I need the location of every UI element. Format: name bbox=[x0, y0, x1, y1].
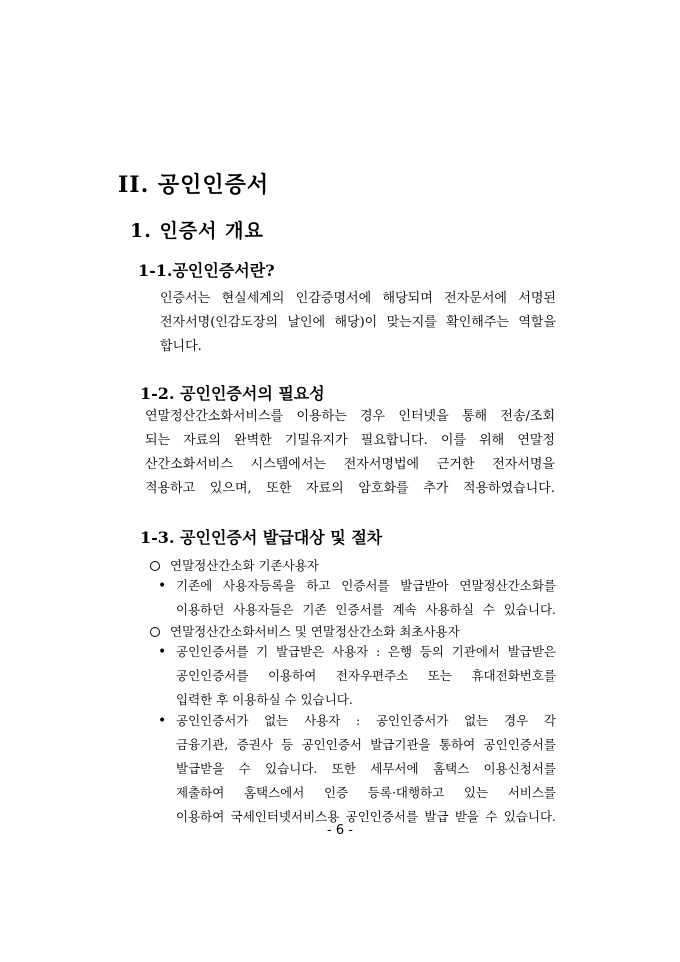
bullet-item bbox=[158, 640, 556, 712]
subsection-heading-1-3: 1-3. 공인인증서 발급대상 및 절차 bbox=[140, 528, 383, 547]
body-line: 합니다. bbox=[160, 339, 202, 354]
bullet-line: 금융기관, 증권사 등 공인인증서 발급기관을 통하여 공인인증서를 bbox=[176, 737, 556, 752]
bullet-line: 공인인증서가 없는 사용자 : 공인인증서가 없는 경우 각 bbox=[176, 713, 556, 728]
bullet-line: 이용하던 사용자들은 기존 인증서를 계속 사용하실 수 있습니다. bbox=[176, 602, 556, 617]
circle-bullet-icon bbox=[150, 561, 160, 571]
subsection-heading-1-1: 1-1.공인인증서란? bbox=[138, 261, 275, 280]
bullet-line: 공인인증서를 이용하여 전자우편주소 또는 휴대전화번호를 bbox=[176, 668, 556, 683]
bullet-icon: • bbox=[158, 644, 167, 660]
section-title: 1. 인증서 개요 bbox=[130, 220, 264, 242]
bullet-icon: • bbox=[158, 578, 167, 594]
subsection-heading-1-2: 1-2. 공인인증서의 필요성 bbox=[140, 384, 325, 403]
bullet-line: 발급받을 수 있습니다. 또한 세무서에 홈택스 이용신청서를 bbox=[176, 761, 556, 776]
bullet-line: 이용하여 국세인터넷서비스용 공인인증서를 발급 받을 수 있습니다. bbox=[176, 809, 556, 824]
subsection-body-1-1 bbox=[160, 287, 556, 359]
bullet-line: 기존에 사용자등록을 하고 인증서를 발급받아 연말정산간소화를 bbox=[176, 578, 556, 593]
body-line: 되는 자료의 완벽한 기밀유지가 필요합니다. 이를 위해 연말정 bbox=[145, 433, 555, 448]
chapter-title: II. 공인인증서 bbox=[118, 172, 270, 198]
bullet-line: 제출하여 홈택스에서 인증 등록·대행하고 있는 서비스를 bbox=[176, 785, 556, 800]
group-title-text: 연말정산간소화 기존사용자 bbox=[170, 558, 319, 573]
body-line: 연말정산간소화서비스를 이용하는 경우 인터넷을 통해 전송/조회 bbox=[145, 409, 555, 424]
bullet-line: 입력한 후 이용하실 수 있습니다. bbox=[176, 692, 353, 707]
body-line: 적용하고 있으며, 또한 자료의 암호화를 추가 적용하였습니다. bbox=[145, 481, 555, 496]
subsection-body-1-2 bbox=[145, 405, 555, 501]
body-line: 전자서명(인감도장의 날인에 해당)이 맞는지를 확인해주는 역할을 bbox=[160, 315, 556, 330]
group-title-existing-users bbox=[150, 556, 319, 574]
body-line: 산간소화서비스 시스템에서는 전자서명법에 근거한 전자서명을 bbox=[145, 457, 555, 472]
bullet-icon: • bbox=[158, 713, 167, 729]
bullet-line: 공인인증서를 기 발급받은 사용자 : 은행 등의 기관에서 발급받은 bbox=[176, 644, 556, 659]
bullet-item bbox=[158, 709, 556, 829]
circle-bullet-icon bbox=[150, 627, 160, 637]
page-number: - 6 - bbox=[327, 823, 353, 838]
group-title-first-users bbox=[150, 622, 460, 640]
bullet-item bbox=[158, 574, 556, 622]
body-line: 인증서는 현실세계의 인감증명서에 해당되며 전자문서에 서명된 bbox=[160, 291, 556, 306]
group-title-text: 연말정산간소화서비스 및 연말정산간소화 최초사용자 bbox=[170, 624, 460, 639]
